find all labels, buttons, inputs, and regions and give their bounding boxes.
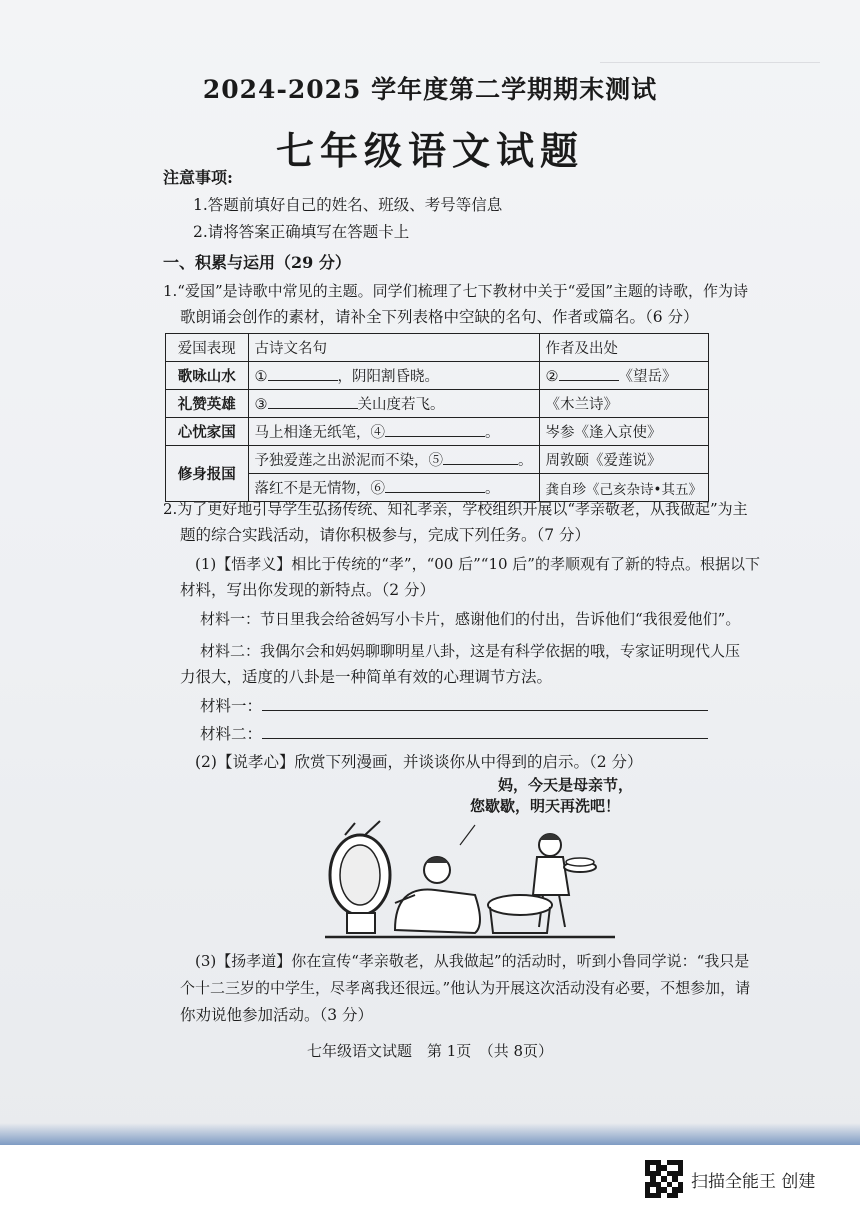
q2-part2: (2)【说孝心】欣赏下列漫画，并谈谈你从中得到的启示。（2 分） xyxy=(195,753,643,771)
source-text: 《望岳》 xyxy=(618,369,677,385)
notes-heading: 注意事项: xyxy=(163,168,233,187)
q2-part1-line1: (1)【悟孝义】相比于传统的“孝”，“00 后”“10 后”的孝顺观有了新的特点。根据以下 xyxy=(195,555,760,573)
table-row xyxy=(166,362,709,390)
q2-line2: 题的综合实践活动，请你积极参与，完成下列任务。（7 分） xyxy=(180,526,591,544)
q2-line1: 2.为了更好地引导学生弘扬传统、知礼孝亲，学校组织开展以“孝亲敬老，从我做起”为主 xyxy=(163,500,748,518)
scanner-watermark xyxy=(645,1160,815,1198)
qr-code-icon xyxy=(645,1160,683,1198)
q2-part3-line2: 个十二三岁的中学生，尽孝离我还很远。”他认为开展这次活动没有必要，不想参加，请 xyxy=(180,979,751,997)
source-cell: 《木兰诗》 xyxy=(539,390,708,418)
source-cell: 周敦颐《爱莲说》 xyxy=(539,446,708,474)
material-1: 材料一：节日里我会给爸妈写小卡片，感谢他们的付出，告诉他们“我很爱他们”。 xyxy=(200,610,741,628)
poem-text: 。 xyxy=(485,481,500,497)
poem-text: 马上相逢无纸笔，④ xyxy=(254,425,386,441)
answer-blank[interactable] xyxy=(559,366,619,381)
notes-item-2: 2.请将答案正确填写在答题卡上 xyxy=(193,223,410,241)
q2-part3-line1: (3)【扬孝道】你在宣传“孝亲敬老，从我做起”的活动时，听到小鲁同学说：“我只是 xyxy=(195,952,750,970)
table-header: 古诗文名句 xyxy=(248,334,539,362)
table-header: 作者及出处 xyxy=(539,334,708,362)
blank-number: ② xyxy=(545,369,559,385)
poem-text: ，阴阳割昏晓。 xyxy=(337,369,440,385)
answer-line-2[interactable] xyxy=(262,738,708,739)
poem-line-cell xyxy=(248,390,539,418)
row-category: 修身报国 xyxy=(166,446,249,502)
section-heading: 一、积累与运用（29 分） xyxy=(163,253,351,272)
poem-line-cell xyxy=(248,446,539,474)
bubble-line-1: 妈，今天是母亲节， xyxy=(498,776,634,794)
poem-line-cell xyxy=(248,418,539,446)
answer-blank[interactable] xyxy=(385,478,485,493)
answer-blank[interactable] xyxy=(385,422,485,437)
poem-text: 。 xyxy=(518,453,533,469)
answer-blank[interactable] xyxy=(268,366,338,381)
cartoon-illustration xyxy=(325,815,615,945)
poem-text: 予独爱莲之出淤泥而不染，⑤ xyxy=(254,453,444,469)
q1-line2: 歌朗诵会创作的素材，请补全下列表格中空缺的名句、作者或篇名。（6 分） xyxy=(180,308,699,326)
answer-label-2: 材料二： xyxy=(200,725,263,743)
cartoon-speech-bubble xyxy=(470,775,633,817)
table-row xyxy=(166,390,709,418)
bubble-line-2: 您歇歇，明天再洗吧！ xyxy=(470,797,621,815)
row-category: 心忧家国 xyxy=(166,418,249,446)
poem-text: 。 xyxy=(485,425,500,441)
scan-edge xyxy=(0,1123,860,1145)
material-2-line2: 力很大，适度的八卦是一种简单有效的心理调节方法。 xyxy=(180,668,553,686)
answer-blank[interactable] xyxy=(443,450,518,465)
watermark-text: 扫描全能王 创建 xyxy=(691,1171,816,1192)
blank-number: ① xyxy=(254,369,268,385)
q2-part1-line2: 材料，写出你发现的新特点。（2 分） xyxy=(180,581,436,599)
exam-title: 2024-2025 学年度第二学期期末测试 xyxy=(202,75,658,104)
answer-line-1[interactable] xyxy=(262,710,708,711)
source-cell: 龚自珍《己亥杂诗•其五》 xyxy=(539,474,708,502)
q1-line1: 1.“爱国”是诗歌中常见的主题。同学们梳理了七下教材中关于“爱国”主题的诗歌，作为诗 xyxy=(163,282,748,300)
notes-item-1: 1.答题前填好自己的姓名、班级、考号等信息 xyxy=(193,196,503,214)
answer-label-1: 材料一： xyxy=(200,697,263,715)
table-header-row xyxy=(166,334,709,362)
bleed-through xyxy=(600,62,820,64)
poem-text: 落红不是无情物，⑥ xyxy=(254,481,386,497)
table-row xyxy=(166,418,709,446)
source-cell xyxy=(539,362,708,390)
table-header: 爱国表现 xyxy=(166,334,249,362)
row-category: 礼赞英雄 xyxy=(166,390,249,418)
page-footer: 七年级语文试题 第 1页 （共 8页） xyxy=(306,1042,554,1060)
row-category: 歌咏山水 xyxy=(166,362,249,390)
answer-blank[interactable] xyxy=(268,394,358,409)
source-cell: 岑参《逢入京使》 xyxy=(539,418,708,446)
exam-subject: 七年级语文试题 xyxy=(275,128,584,173)
poem-line-cell xyxy=(248,362,539,390)
poem-table xyxy=(165,333,709,502)
poem-text: 关山度若飞。 xyxy=(357,397,445,413)
table-row xyxy=(166,446,709,474)
material-2-line1: 材料二：我偶尔会和妈妈聊聊明星八卦，这是有科学依据的哦，专家证明现代人压 xyxy=(200,642,741,660)
blank-number: ③ xyxy=(254,397,268,413)
q2-part3-line3: 你劝说他参加活动。（3 分） xyxy=(180,1006,374,1024)
